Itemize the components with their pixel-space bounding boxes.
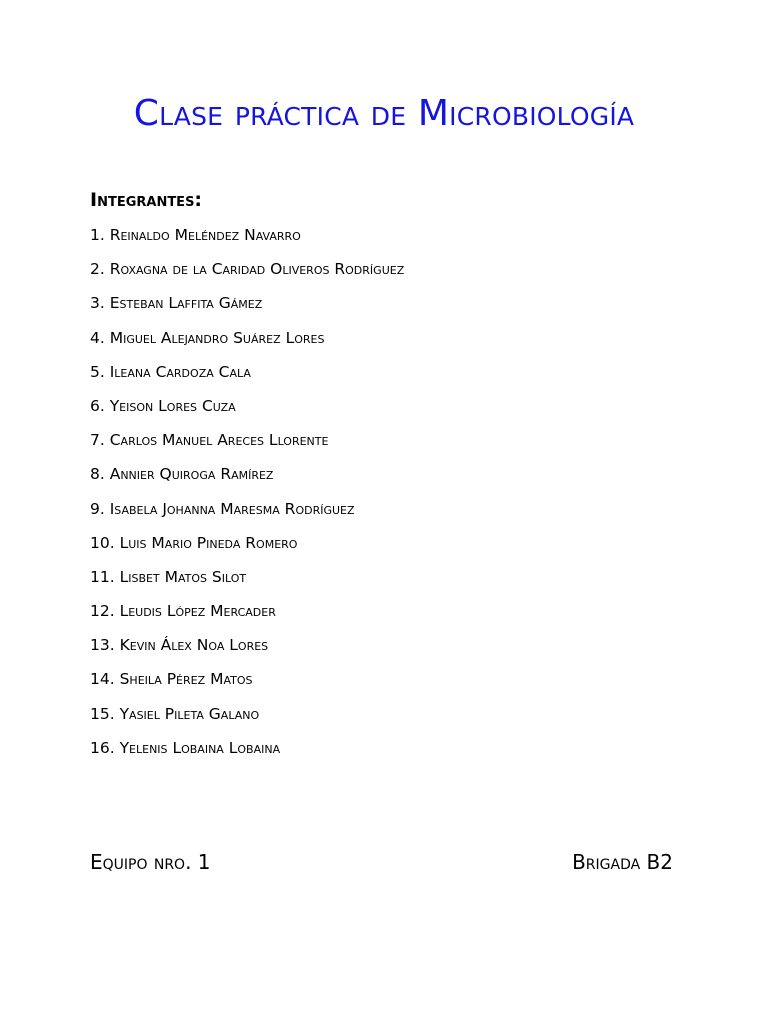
list-item: 10. Luis Mario Pineda Romero — [90, 533, 298, 552]
list-item: 6. Yeison Lores Cuza — [90, 396, 236, 415]
list-item: 12. Leudis López Mercader — [90, 602, 276, 621]
list-item: 1. Reinaldo Meléndez Navarro — [90, 226, 301, 244]
list-item: 13. Kevin Álex Noa Lores — [90, 636, 269, 655]
list-item: 16. Yelenis Lobaina Lobaina — [90, 738, 281, 757]
list-item: 15. Yasiel Pileta Galano — [90, 704, 260, 723]
members-heading: Integrantes: — [90, 189, 203, 211]
members-list — [90, 224, 404, 771]
team-label: Equipo nro. 1 — [90, 850, 211, 874]
list-item: 7. Carlos Manuel Areces Llorente — [90, 431, 329, 450]
brigade-label: Brigada B2 — [572, 850, 673, 874]
page-title: Clase práctica de Microbiología — [133, 93, 635, 134]
list-item: 8. Annier Quiroga Ramírez — [90, 465, 274, 484]
list-item: 4. Miguel Alejandro Suárez Lores — [90, 328, 325, 347]
list-item: 3. Esteban Laffita Gámez — [90, 294, 263, 313]
list-item: 2. Roxagna de la Caridad Oliveros Rodríguez — [90, 260, 405, 279]
list-item: 11. Lisbet Matos Silot — [90, 567, 247, 586]
list-item: 5. Ileana Cardoza Cala — [90, 362, 251, 381]
list-item: 14. Sheila Pérez Matos — [90, 670, 253, 689]
list-item: 9. Isabela Johanna Maresma Rodríguez — [90, 499, 355, 518]
